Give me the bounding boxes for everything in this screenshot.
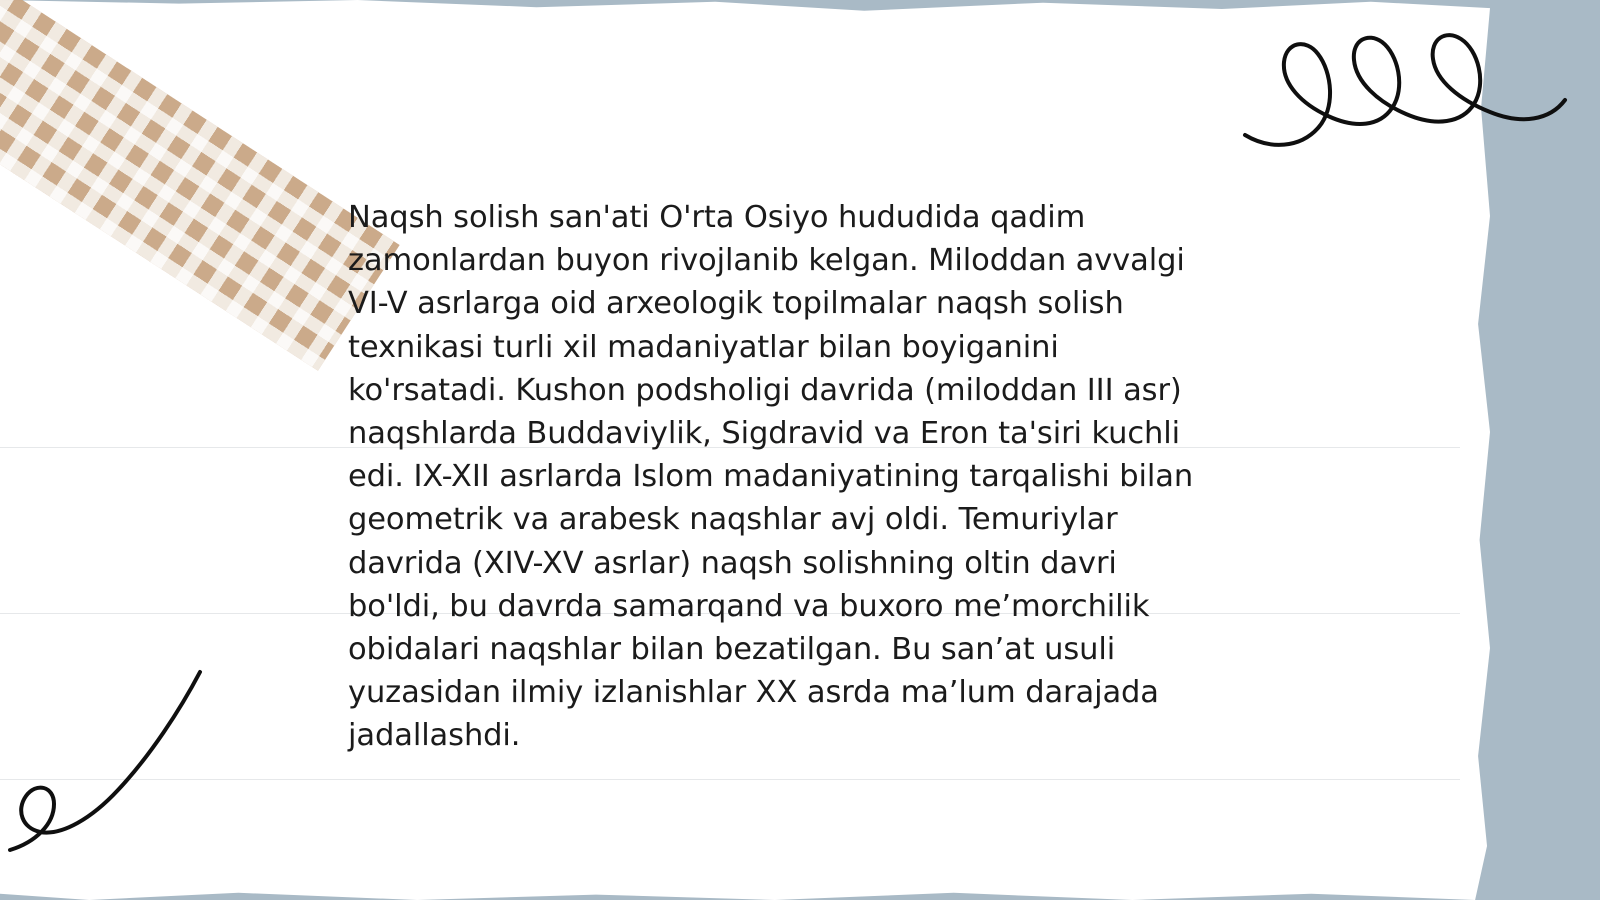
slide-body-text: Naqsh solish san'ati O'rta Osiyo hududida qadim zamonlardan buyon rivojlanib kelgan. Miloddan avvalgi VI-V asrlarga oid arxeologik topilmalar naqsh solish texnikasi turli xil madaniyatlar bilan boyiganini ko'rsatadi. Kushon podsholigi davrida (miloddan III asr) naqshlarda Buddaviylik, Sigdravid va Eron ta'siri kuchli edi. IX-XII asrlarda Islom madaniyatining tarqalishi bilan geometrik va arabesk naqshlar avj oldi. Temuriylar davrida (XIV-XV asrlar) naqsh solishning oltin davri bo'ldi, bu davrda samarqand va buxoro me’morchilik obidalari naqshlar bilan bezatilgan. Bu san’at usuli yuzasidan ilmiy izlanishlar XX asrda ma’lum darajada jadallashdi. — [348, 200, 1203, 754]
loop-squiggle-icon — [1240, 20, 1570, 160]
curl-squiggle-icon — [0, 660, 230, 860]
body-text-block — [348, 196, 1208, 758]
